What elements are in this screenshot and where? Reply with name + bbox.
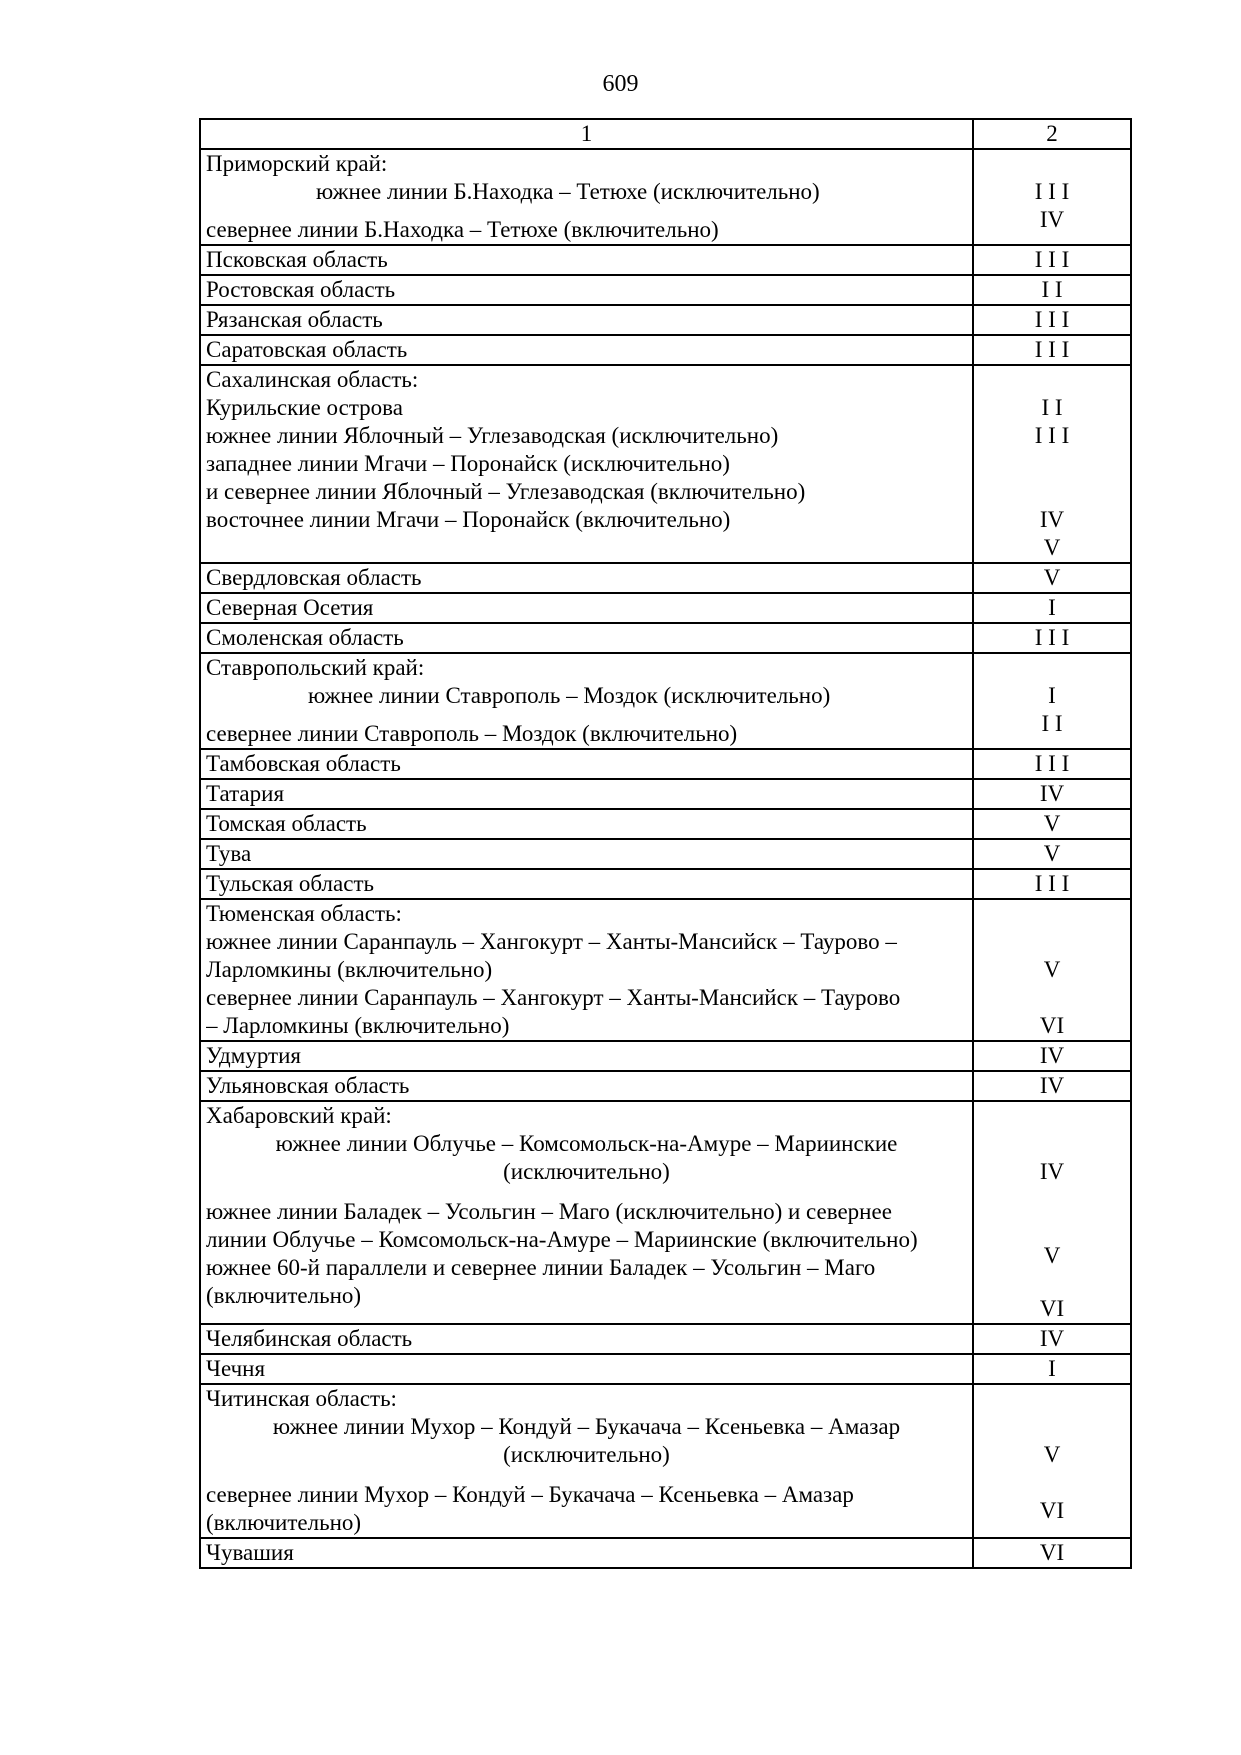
table-row <box>200 899 1131 1041</box>
table-row <box>200 563 1131 593</box>
zone-value: VI <box>1039 1013 1065 1038</box>
zone-value: IV <box>973 1324 1131 1354</box>
zone-value: IV <box>1039 507 1065 532</box>
header-col-1: 1 <box>200 119 973 149</box>
table-row <box>200 839 1131 869</box>
region-name: Томская область <box>200 809 973 839</box>
zone-cell <box>973 653 1131 749</box>
zone-cell <box>973 149 1131 245</box>
blank-line <box>206 1310 967 1323</box>
region-name: Чувашия <box>200 1538 973 1568</box>
zone-cell <box>973 899 1131 1041</box>
table-row <box>200 1101 1131 1324</box>
zone-value: V <box>973 563 1131 593</box>
table-row <box>200 305 1131 335</box>
region-name: Сахалинская область: <box>206 367 419 392</box>
zone-cell <box>973 365 1131 563</box>
zone-value: V <box>973 809 1131 839</box>
zone-value: I <box>973 1354 1131 1384</box>
zone-value: I I I <box>973 245 1131 275</box>
subregion-text: южнее 60-й параллели и севернее линии Баладек – Усольгин – Маго <box>206 1255 876 1280</box>
table-row <box>200 593 1131 623</box>
subregion-text: (включительно) <box>206 1283 362 1308</box>
zone-value: I <box>1048 683 1056 708</box>
zone-value: I I I <box>1034 423 1070 448</box>
zone-value: I I I <box>973 305 1131 335</box>
region-name: Челябинская область <box>200 1324 973 1354</box>
subregion-text: – Ларломкины (включительно) <box>206 1013 510 1038</box>
zone-value: VI <box>1039 1498 1065 1523</box>
zone-value: IV <box>1039 1159 1065 1184</box>
table-row <box>200 1354 1131 1384</box>
region-cell <box>200 899 973 1041</box>
zone-value: I I I <box>973 623 1131 653</box>
table-row <box>200 1324 1131 1354</box>
zone-value: IV <box>973 1071 1131 1101</box>
zone-value: IV <box>973 779 1131 809</box>
region-name: Тюменская область: <box>206 901 402 926</box>
region-name: Приморский край: <box>206 151 388 176</box>
blank-line <box>206 534 967 562</box>
table-row <box>200 623 1131 653</box>
subregion-text: южнее линии Яблочный – Углезаводская (исключительно) <box>206 423 779 448</box>
region-name: Смоленская область <box>200 623 973 653</box>
zone-value: V <box>1043 535 1061 560</box>
table-row <box>200 149 1131 245</box>
table-row <box>200 1538 1131 1568</box>
subregion-text: (исключительно) <box>503 1159 670 1184</box>
zone-value: IV <box>1039 207 1065 232</box>
subregion-text: севернее линии Б.Находка – Тетюхе (включительно) <box>206 217 719 242</box>
zone-value: I I I <box>973 869 1131 899</box>
table-row <box>200 1384 1131 1538</box>
table-row <box>200 245 1131 275</box>
table-row <box>200 653 1131 749</box>
subregion-text: севернее линии Саранпауль – Хангокурт – Ханты-Мансийск – Таурово <box>206 985 901 1010</box>
table-row <box>200 335 1131 365</box>
subregion-text: южнее линии Ставрополь – Моздок (исключительно) <box>308 683 831 708</box>
subregion-text: южнее линии Баладек – Усольгин – Маго (исключительно) и севернее <box>206 1199 892 1224</box>
zone-value: I I <box>973 275 1131 305</box>
zone-value: VI <box>973 1538 1131 1568</box>
subregion-text: восточнее линии Мгачи – Поронайск (включительно) <box>206 507 731 532</box>
region-cell <box>200 365 973 563</box>
zone-value: V <box>1043 1442 1061 1467</box>
region-name: Ставропольский край: <box>206 655 425 680</box>
region-cell <box>200 1384 973 1538</box>
zone-value: VI <box>1039 1296 1065 1321</box>
table-row <box>200 365 1131 563</box>
region-cell <box>200 653 973 749</box>
region-cell <box>200 1101 973 1324</box>
region-name: Ростовская область <box>200 275 973 305</box>
subregion-text: (исключительно) <box>503 1442 670 1467</box>
zone-cell <box>973 1384 1131 1538</box>
table-row <box>200 275 1131 305</box>
region-name: Ульяновская область <box>200 1071 973 1101</box>
zone-value: V <box>1043 1243 1061 1268</box>
region-name: Читинская область: <box>206 1386 397 1411</box>
region-name: Татария <box>200 779 973 809</box>
page-number: 609 <box>602 71 639 97</box>
table-row <box>200 809 1131 839</box>
subregion-text: севернее линии Мухор – Кондуй – Букачача – Ксеньевка – Амазар <box>206 1482 854 1507</box>
header-row <box>200 119 1131 149</box>
zone-value: IV <box>973 1041 1131 1071</box>
subregion-text: и севернее линии Яблочный – Углезаводская (включительно) <box>206 479 806 504</box>
region-name: Псковская область <box>200 245 973 275</box>
zone-value: I I I <box>1034 179 1070 204</box>
region-name: Хабаровский край: <box>206 1103 392 1128</box>
table-row <box>200 779 1131 809</box>
zone-value: V <box>1043 957 1061 982</box>
subregion-text: южнее линии Саранпауль – Хангокурт – Ханты-Мансийск – Таурово – <box>206 929 897 954</box>
zone-value: V <box>973 839 1131 869</box>
region-name: Тамбовская область <box>200 749 973 779</box>
zone-value: I I <box>1041 711 1063 736</box>
region-name: Тульская область <box>200 869 973 899</box>
region-name: Свердловская область <box>200 563 973 593</box>
header-col-2: 2 <box>973 119 1131 149</box>
region-name: Северная Осетия <box>200 593 973 623</box>
region-name: Тува <box>200 839 973 869</box>
table-row <box>200 869 1131 899</box>
zone-value: I I I <box>973 335 1131 365</box>
table-row <box>200 1041 1131 1071</box>
region-name: Удмуртия <box>200 1041 973 1071</box>
table-row <box>200 749 1131 779</box>
region-name: Рязанская область <box>200 305 973 335</box>
subregion-text: Курильские острова <box>206 395 403 420</box>
zones-table <box>199 118 1132 1569</box>
subregion-text: западнее линии Мгачи – Поронайск (исключительно) <box>206 451 730 476</box>
zone-value: I <box>973 593 1131 623</box>
subregion-text: южнее линии Мухор – Кондуй – Букачача – Ксеньевка – Амазар <box>272 1414 901 1439</box>
subregion-text: южнее линии Облучье – Комсомольск-на-Амуре – Мариинские <box>275 1131 898 1156</box>
region-name: Саратовская область <box>200 335 973 365</box>
zone-value: I I <box>1041 395 1063 420</box>
subregion-text: Ларломкины (включительно) <box>206 957 493 982</box>
zone-cell <box>973 1101 1131 1324</box>
region-cell <box>200 149 973 245</box>
region-name: Чечня <box>200 1354 973 1384</box>
zone-value: I I I <box>973 749 1131 779</box>
subregion-text: линии Облучье – Комсомольск-на-Амуре – Мариинские (включительно) <box>206 1227 918 1252</box>
subregion-text: севернее линии Ставрополь – Моздок (включительно) <box>206 721 738 746</box>
table-row <box>200 1071 1131 1101</box>
subregion-text: (включительно) <box>206 1510 362 1535</box>
subregion-text: южнее линии Б.Находка – Тетюхе (исключительно) <box>316 179 820 204</box>
